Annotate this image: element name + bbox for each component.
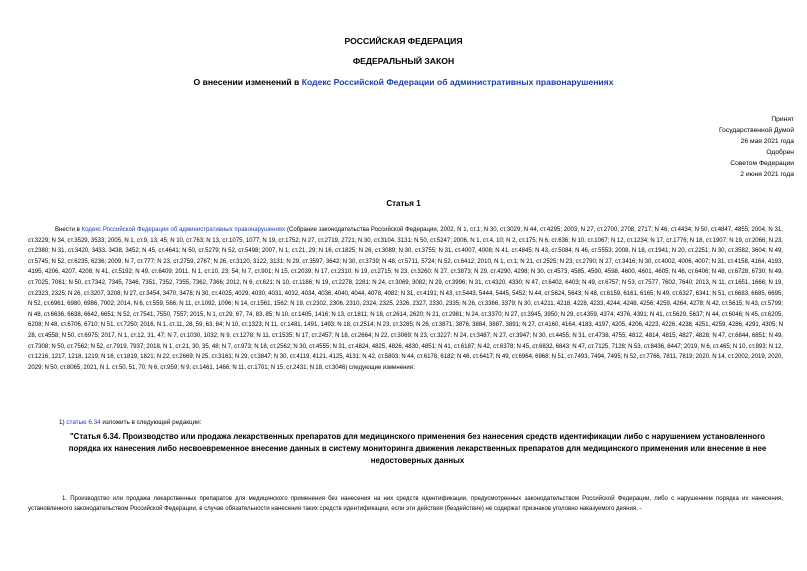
adopted-date: 26 мая 2021 года xyxy=(740,137,794,145)
adoption-block xyxy=(594,115,794,180)
paragraph-1: 1. Производство или продажа лекарственных препаратов для медицинского применения без нанесения на них средств идентификации, предусмотренных законодательством Российской Федерации, либо с нарушением порядка их нанесения, установленного законодательством Российской Федерации, в случае обязательности нанесения таких средств идентификации, если эти действия (бездействие) не содержат признаков уголовно наказуемого деяния, - xyxy=(28,496,783,513)
intro-codex-link[interactable]: Кодекс Российской Федерации об административных правонарушениях xyxy=(81,227,286,233)
approved-label: Одобрен xyxy=(766,148,794,156)
intro-prefix: Внести в xyxy=(55,227,82,233)
intro-citations: (Собрание законодательства Российской Федерации, 2002, N 1, ст.1; N 30, ст.3029; N 44, ст.4295; 2003, N 27, ст.2700, 2708, 2717; N 46, ст.4434; N 50, ст.4847, 4855; 2004, N 31, ст.3229; N 34, ст.3529, 3533; 2005, N 1, ст.9, 13, 45; N 10, ст.763; N 13, ст.1075, 1077; N 19, ст.1752; N 27, ст.2719, 2721; N 30, ст.3104, 3131; N 50, ст.5247; 2006, N 1, ст.4, 10; N 2, ст.175; N 6, ст.636; N 10, ст.1067; N 12, ст.1234; N 17, ст.1776; N 18, ст.1907; N 19, ст.2066; N 23, ст.2380; N 31, ст.3420, 3433, 3438, 3452; N 45, ст.4641; N 50, ст.5279; N 52, ст.5498; 2007, N 1, ст.21, 29; N 16, ст.1825; N 26, ст.3089; N 30, ст.3755; N 31, ст.4007, 4008; N 41, ст.4845; N 43, ст.5084; N 46, ст.5553; 2008, N 18, ст.1941; N 20, ст.2251; N 30, ст.3582, 3604; N 49, ст.5745; N 52, ст.6235, 6236; 2009, N 7, ст.777; N 23, ст.2759, 2767; N 26, ст.3120, 3122, 3131; N 29, ст.3597, 3642; N 30, ст.3739; N 48, ст.5711, 5724; N 52, ст.6412; 2010, N 1, ст.1; N 21, ст.2525; N 23, ст.2790; N 27, ст.3416; N 30, ст.4002, 4006, 4007; N 31, ст.4158, 4164, 4193, 4195, 4206, 4207, 4208; N 41, ст.5192; N 49, ст.6409; 2011, N 1, ст.10, 23, 54; N 7, ст.901; N 15, ст.2039; N 17, ст.2310; N 19, ст.2715; N 23, ст.3260; N 27, ст.3873; N 29, ст.4290, 4298; N 30, ст.4573, 4585, 4590, 4598, 4600, 4601, 4605; N 46, ст.6406; N 48, ст.6728, 6730; N 49, ст.7025, 7061; N 50, ст.7342, 7345, 7346, 7351, 7352, 7355, 7362, 7366; 2012, N 6, ст.621; N 10, ст.1166; N 19, ст.2278, 2281; N 24, ст.3069, 3082; N 29, ст.3996; N 31, ст.4320, 4330; N 47, ст.6402, 6403; N 49, ст.6757; N 53, ст.7577, 7602, 7640; 2013, N 11, ст.1651, 1666; N 19, ст.2323, 2325; N 26, ст.3207, 3208; N 27, ст.3454, 3470, 3478; N 30, ст.4025, 4029, 4030, 4031, 4032, 4034, 4036, 4040, 4044, 4078, 4082; N 31, ст.4191; N 43, ст.5443, 5444, 5445, 5452; N 44, ст.5624, 5643; N 48, ст.6159, 6161, 6165; N 49, ст.6327, 6341; N 51, ст.6683, 6685, 6695; N 52, ст.6961, 6980, 6986, 7002; 2014, N 6, ст.559, 566; N 11, ст.1092, 1096; N 14, ст.1561, 1562; N 19, ст.2302, 2306, 2310, 2324, 2325, 2326, 2327, 2330, 2335; N 26, ст.3366, 3379; N 30, ст.4211, 4218, 4228, 4233, 4244, 4248, 4256, 4259, 4264, 4278; N 42, ст.5615; N 43, ст.5799; N 48, ст.6636, 6638, 6642, 6651; N 52, ст.7541, 7550, 7557; 2015, N 1, ст.29, 67, 74, 83, 85; N 10, ст.1405, 1416; N 13, ст.1811; N 18, ст.2614, 2620; N 21, ст.2981; N 24, ст.3370; N 27, ст.3945, 3950; N 29, ст.4359, 4374, 4376, 4391; N 41, ст.5629, 5637; N 44, ст.6046; N 45, ст.6205, 6208; N 48, ст.6706, 6710; N 51, ст.7250; 2016, N 1, ст.11, 28, 59, 63, 84; N 10, ст.1323; N 11, ст.1481, 1491, 1493; N 18, ст.2514; N 23, ст.3285; N 26, ст.3871, 3876, 3884, 3887, 3891; N 27, ст.4160, 4164, 4183, 4197, 4205, 4206, 4223, 4226, 4238, 4251, 4259, 4286, 4291, 4305; N 28, ст.4558; N 50, ст.6975; 2017, N 1, ст.12, 31, 47; N 7, ст.1030, 1032; N 9, ст.1278; N 11, ст.1535; N 17, ст.2457; N 18, ст.2664; N 22, ст.3069; N 23, ст.3227; N 24, ст.3487; N 27, ст.3947; N 30, ст.4455; N 31, ст.4738, 4755, 4812, 4814, 4815, 4827, 4828; N 47, ст.6844, 6851; N 49, ст.7308; N 50, ст.7562; N 52, ст.7919, 7937; 2018, N 1, ст.21, 30, 35, 48; N 7, ст.973; N 18, ст.2562; N 30, ст.4555; N 31, ст.4824, 4825, 4826, 4830, 4851; N 41, ст.6187; N 42, ст.6378; N 45, ст.6832, 6843; N 47, ст.7125, 7128; N 53, ст.8436, 8447; 2019, N 6, ст.465; N 10, ст.893; N 12, ст.1216, 1217, 1218, 1219; N 16, ст.1819, 1821; N 22, ст.2669; N 25, ст.3161; N 29, ст.3847; N 30, ст.4119, 4121, 4125, 4131; N 42, ст.5803; N 44, ст.6178, 6182; N 46, ст.6417; N 49, ст.6964, 6968; N 51, ст.7493, 7494, 7495; N 52, ст.7766, 7811, 7819; 2020, N 14, ст.2002, 2019, 2020, 2029; N 50, ст.8065; 2021, N 1, ст.50, 51, 70; N 6, ст.959; N 9, ст.1461, 1466; N 11, ст.1701; N 15, ст.2431; N 18, ст.3046) следующие изменения: xyxy=(28,227,783,371)
law-title xyxy=(0,77,807,87)
article-heading: Статья 1 xyxy=(386,199,421,208)
quoted-article-title: "Статья 6.34. Производство или продажа лекарственных препаратов для медицинского применения без нанесения средств идентификации либо с нарушением установленного порядка их нанесения либо несвоевременное внесение данных в систему мониторинга движения лекарственных препаратов для медицинского применения или внесение в нее недостоверных данных xyxy=(68,432,767,465)
article-6-34-link[interactable]: статью 6.34 xyxy=(66,419,101,426)
article-intro xyxy=(28,225,783,373)
point-1 xyxy=(59,419,201,426)
point-1-text: изложить в следующей редакции: xyxy=(100,419,202,426)
codex-link[interactable]: Кодекс Российской Федерации об административных правонарушениях xyxy=(301,77,614,87)
approved-by: Советом Федерации xyxy=(730,159,794,167)
approved-date: 2 июня 2021 года xyxy=(740,170,794,178)
law-title-prefix: О внесении изменений в xyxy=(193,77,302,87)
country-heading: РОССИЙСКАЯ ФЕДЕРАЦИЯ xyxy=(344,36,463,46)
adopted-label: Принят xyxy=(771,116,794,123)
adopted-by: Государственной Думой xyxy=(719,126,794,134)
law-type-heading: ФЕДЕРАЛЬНЫЙ ЗАКОН xyxy=(352,56,455,66)
point-1-number: 1) xyxy=(59,419,67,426)
